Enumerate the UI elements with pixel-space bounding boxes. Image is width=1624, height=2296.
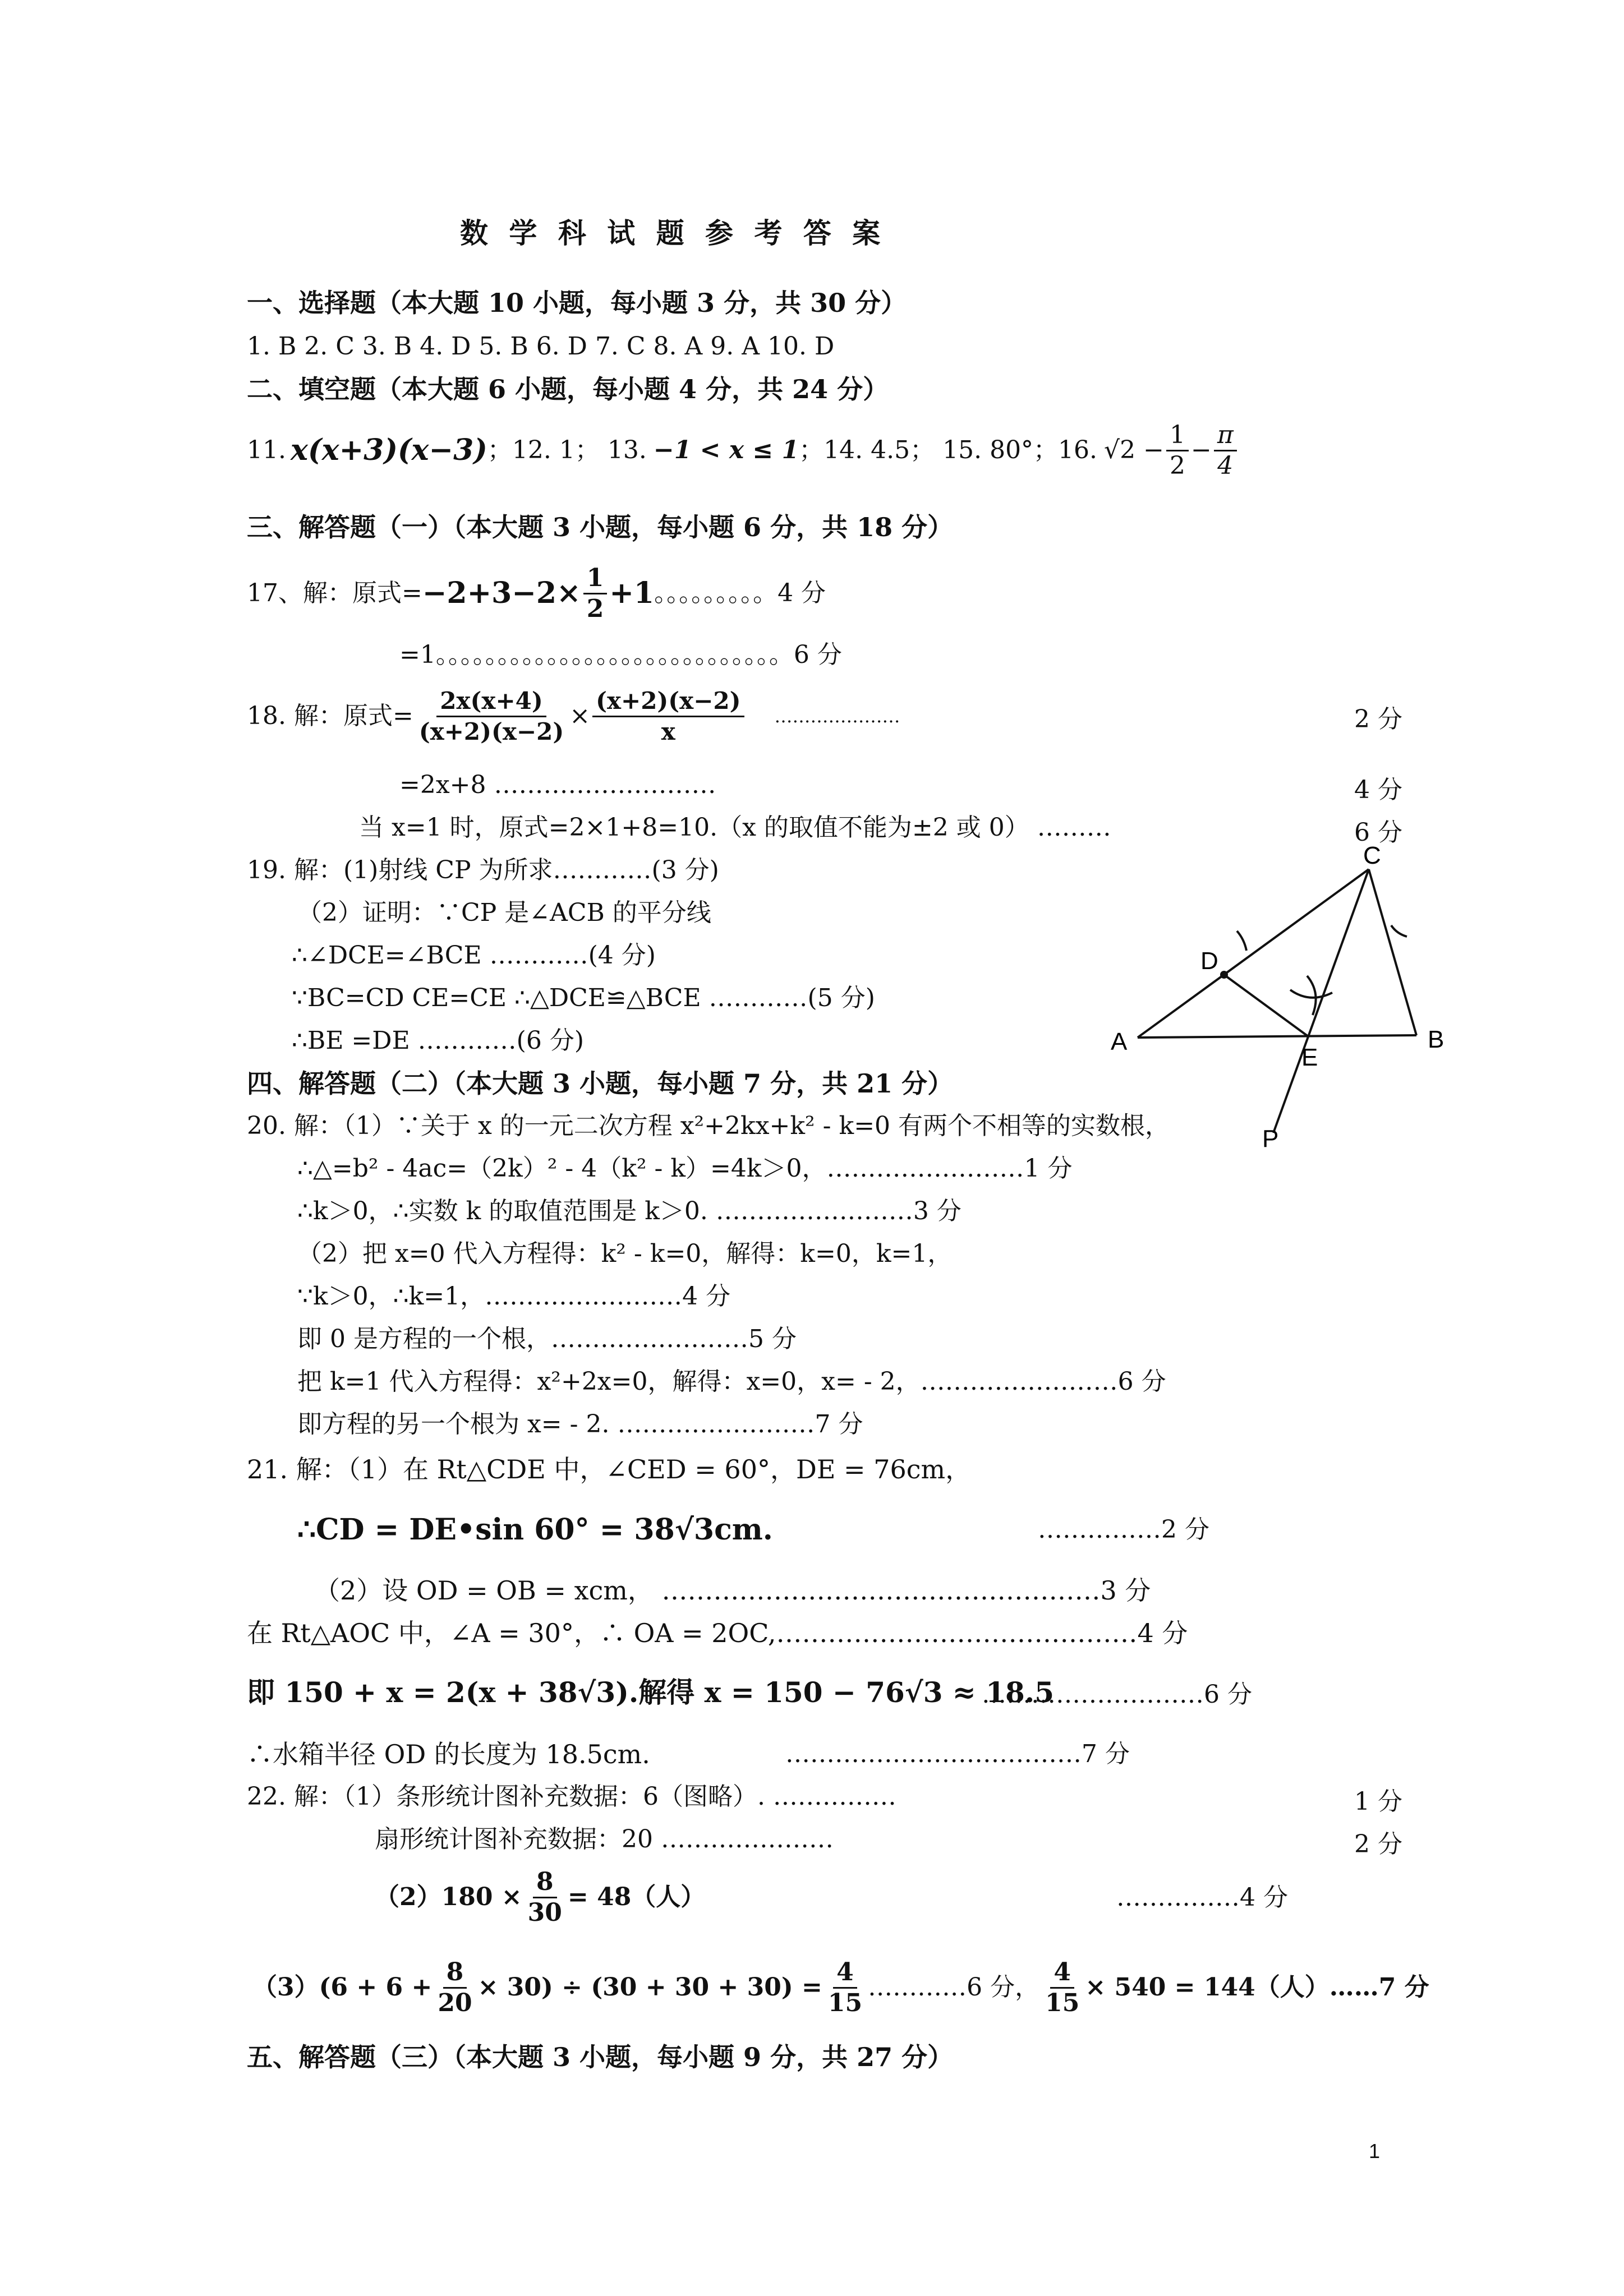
q22-d-f1-denominator: 20 [438, 1988, 472, 2017]
label-E: E [1301, 1044, 1318, 1071]
q18-score-1: 2 分 [1354, 705, 1402, 734]
q18-score-3: 6 分 [1354, 818, 1402, 847]
label-D: D [1200, 947, 1218, 975]
q20-line-5: ∵k＞0，∴k=1，……………………4 分 [297, 1282, 731, 1311]
q22-score-1: 1 分 [1354, 1787, 1402, 1816]
q18-f2-numerator: (x+2)(x−2) [592, 686, 744, 717]
q22-d-f1-numerator: 8 [443, 1958, 467, 1989]
q17-line-2: =1。。。。。。。。。。。。。。。。。。。。。。。。。。。。6 分 [399, 640, 842, 669]
q21-line-6: ∴水箱半径 OD 的长度为 18.5cm. [247, 1739, 650, 1769]
q17-line-1 [247, 560, 826, 627]
q17-score-dots: 。。。。。。。。。4 分 [654, 579, 826, 607]
q18-f1-denominator: (x+2)(x−2) [418, 717, 564, 745]
q21-line-1: 21. 解：（1）在 Rt△CDE 中，∠CED = 60°，DE = 76cm， [247, 1454, 972, 1484]
arc-mark-3 [1290, 990, 1332, 998]
q22-line-1: 22. 解：（1）条形统计图补充数据：6（图略）. …………… [247, 1782, 896, 1811]
fill-answers [247, 419, 1239, 481]
q22-d-expr-1: （3）(6 + 6 + [252, 1973, 433, 2002]
q18-label: 18. 解：原式= [247, 702, 413, 730]
q17-expr-2: +1 [609, 576, 655, 610]
q17-expr-1: −2+3−2× [422, 576, 581, 610]
triangle-figure [1099, 841, 1492, 1155]
label-C: C [1363, 842, 1381, 869]
q20-line-4: （2）把 x=0 代入方程得：k² - k=0，解得：k=0，k=1， [297, 1239, 953, 1268]
q16-sqrt: √2 − [1104, 436, 1164, 464]
q22-c-expr-1: （2）180 × [375, 1883, 522, 1911]
arc-mark-2 [1391, 925, 1407, 937]
segment-AB [1138, 1035, 1416, 1038]
q22-d-f3-numerator: 4 [1050, 1958, 1074, 1989]
q21-line-2: ∴CD = DE•sin 60° = 38√3cm. [297, 1513, 773, 1547]
q17-label: 17、解：原式= [247, 579, 422, 607]
q22-d-fraction-3 [1042, 1958, 1083, 2018]
q22-line-4 [252, 1948, 1429, 2027]
q16-fraction-half [1166, 421, 1189, 481]
arc-mark-1 [1237, 931, 1246, 951]
q14-q16-text: ；14. 4.5； 15. 80°；16. [799, 436, 1098, 464]
q19-line-4: ∵BC=CD CE=CE ∴△DCE≌△BCE …………(5 分) [292, 984, 875, 1012]
q20-line-1: 20. 解：（1）∵关于 x 的一元二次方程 x²+2kx+k² - k=0 有两个不相等的实数根， [247, 1112, 1170, 1140]
q22-d-expr-2: × 30) ÷ (30 + 30 + 30) = [477, 1973, 822, 2002]
q21-line-6-dots: ………………………………7 分 [785, 1740, 1130, 1768]
q22-d-f2-denominator: 15 [827, 1988, 863, 2017]
q17-fraction [583, 564, 608, 624]
choice-answers: 1. B 2. C 3. B 4. D 5. B 6. D 7. C 8. A 9. A 10. D [247, 332, 835, 361]
q22-c-numerator: 8 [533, 1868, 557, 1898]
q22-score-2: 2 分 [1354, 1830, 1402, 1859]
ray-CP [1273, 869, 1369, 1133]
q16-fraction-pi [1214, 421, 1237, 481]
label-A: A [1111, 1028, 1128, 1055]
q16-f1-numerator: 1 [1166, 421, 1189, 451]
q19-line-1: 19. 解：(1)射线 CP 为所求…………(3 分) [247, 856, 719, 884]
segment-CB [1369, 869, 1416, 1035]
segment-AC [1138, 869, 1369, 1038]
section-3-heading: 三、解答题（一）（本大题 3 小题，每小题 6 分，共 18 分） [247, 512, 954, 542]
q22-d-expr-4: × 540 = 144（人）……7 分 [1085, 1973, 1429, 2002]
page-number: 1 [1369, 2140, 1381, 2163]
q19-line-2: （2）证明：∵CP 是∠ACB 的平分线 [297, 898, 711, 927]
q22-c-expr-2: = 48（人） [567, 1883, 706, 1911]
q20-line-6: 即 0 是方程的一个根，……………………5 分 [297, 1325, 797, 1353]
q22-line-3-dots: ……………4 分 [1116, 1883, 1288, 1912]
q16-minus: − [1190, 436, 1212, 464]
q19-line-5: ∴BE =DE …………(6 分) [292, 1026, 584, 1055]
q21-line-3: （2）设 OD = OB = xcm， ……………………………………………3 分 [314, 1575, 1151, 1606]
q18-line-2: =2x+8 ……………………… [399, 771, 716, 799]
arc-mark-4 [1307, 976, 1316, 1015]
q18-f2-denominator: x [661, 717, 675, 745]
q20-line-8: 即方程的另一个根为 x= - 2. ……………………7 分 [297, 1410, 863, 1439]
point-D-dot [1220, 971, 1228, 979]
q19-line-3: ∴∠DCE=∠BCE …………(4 分) [292, 941, 656, 970]
q22-d-fraction-1 [434, 1958, 475, 2018]
q18-dots-1: ………………… [774, 706, 900, 727]
q18-score-2: 4 分 [1354, 776, 1402, 804]
q18-f1-numerator: 2x(x+4) [436, 686, 546, 717]
q18-times: × [569, 702, 591, 730]
q11-answer: x(x+3)(x−3) [290, 433, 487, 467]
section-4-heading: 四、解答题（二）（本大题 3 小题，每小题 7 分，共 21 分） [247, 1068, 954, 1099]
q22-c-denominator: 30 [527, 1898, 562, 1927]
q22-d-dots: …………6 分， [868, 1973, 1040, 2002]
q16-f2-denominator: 4 [1217, 451, 1234, 480]
label-P: P [1262, 1125, 1279, 1152]
q12-q13-text: ；12. 1； 13. [487, 436, 647, 464]
q17-numerator: 1 [583, 564, 608, 594]
q21-line-4: 在 Rt△AOC 中，∠A = 30°，∴ OA = 2OC,……………………………………4 分 [247, 1618, 1188, 1648]
q22-d-f3-denominator: 15 [1045, 1988, 1080, 2017]
q17-denominator: 2 [586, 594, 604, 623]
section-1-heading: 一、选择题（本大题 10 小题，每小题 3 分，共 30 分） [247, 288, 907, 318]
q20-line-2: ∴△=b² - 4ac=（2k）² - 4（k² - k）=4k＞0，……………………1 分 [297, 1154, 1073, 1183]
page-title: 数 学 科 试 题 参 考 答 案 [460, 216, 886, 250]
segment-DE [1224, 975, 1308, 1036]
q22-line-3 [375, 1861, 705, 1934]
q20-line-7: 把 k=1 代入方程得：x²+2x=0，解得：x=0，x= - 2，……………………6 分 [297, 1367, 1166, 1396]
label-B: B [1428, 1026, 1444, 1053]
q22-c-fraction [525, 1868, 565, 1928]
section-2-heading: 二、填空题（本大题 6 小题，每小题 4 分，共 24 分） [247, 374, 889, 404]
q22-line-2: 扇形统计图补充数据：20 ………………… [375, 1825, 834, 1854]
q21-line-5-dots: ………………………6 分 [982, 1680, 1252, 1709]
q22-d-fraction-2 [825, 1958, 866, 2018]
section-5-heading: 五、解答题（三）（本大题 3 小题，每小题 9 分，共 27 分） [247, 2042, 954, 2072]
q18-line-1 [247, 680, 900, 753]
q22-d-f2-numerator: 4 [833, 1958, 857, 1989]
q16-f2-numerator: π [1214, 421, 1237, 451]
q13-answer: −1 < x ≤ 1 [653, 436, 799, 464]
q18-fraction-1 [416, 686, 567, 746]
q21-line-2-dots: ……………2 分 [1038, 1515, 1209, 1544]
q11-label: 11. [247, 436, 286, 464]
q21-line-5: 即 150 + x = 2(x + 38√3).解得 x = 150 − 76√3 ≈ 18.5 [247, 1676, 1054, 1709]
q18-line-3: 当 x=1 时，原式=2×1+8=10.（x 的取值不能为±2 或 0） ……… [359, 813, 1111, 842]
q16-f1-denominator: 2 [1169, 451, 1185, 480]
q18-fraction-2 [592, 686, 744, 746]
q20-line-3: ∴k＞0，∴实数 k 的取值范围是 k＞0. ……………………3 分 [297, 1197, 961, 1225]
